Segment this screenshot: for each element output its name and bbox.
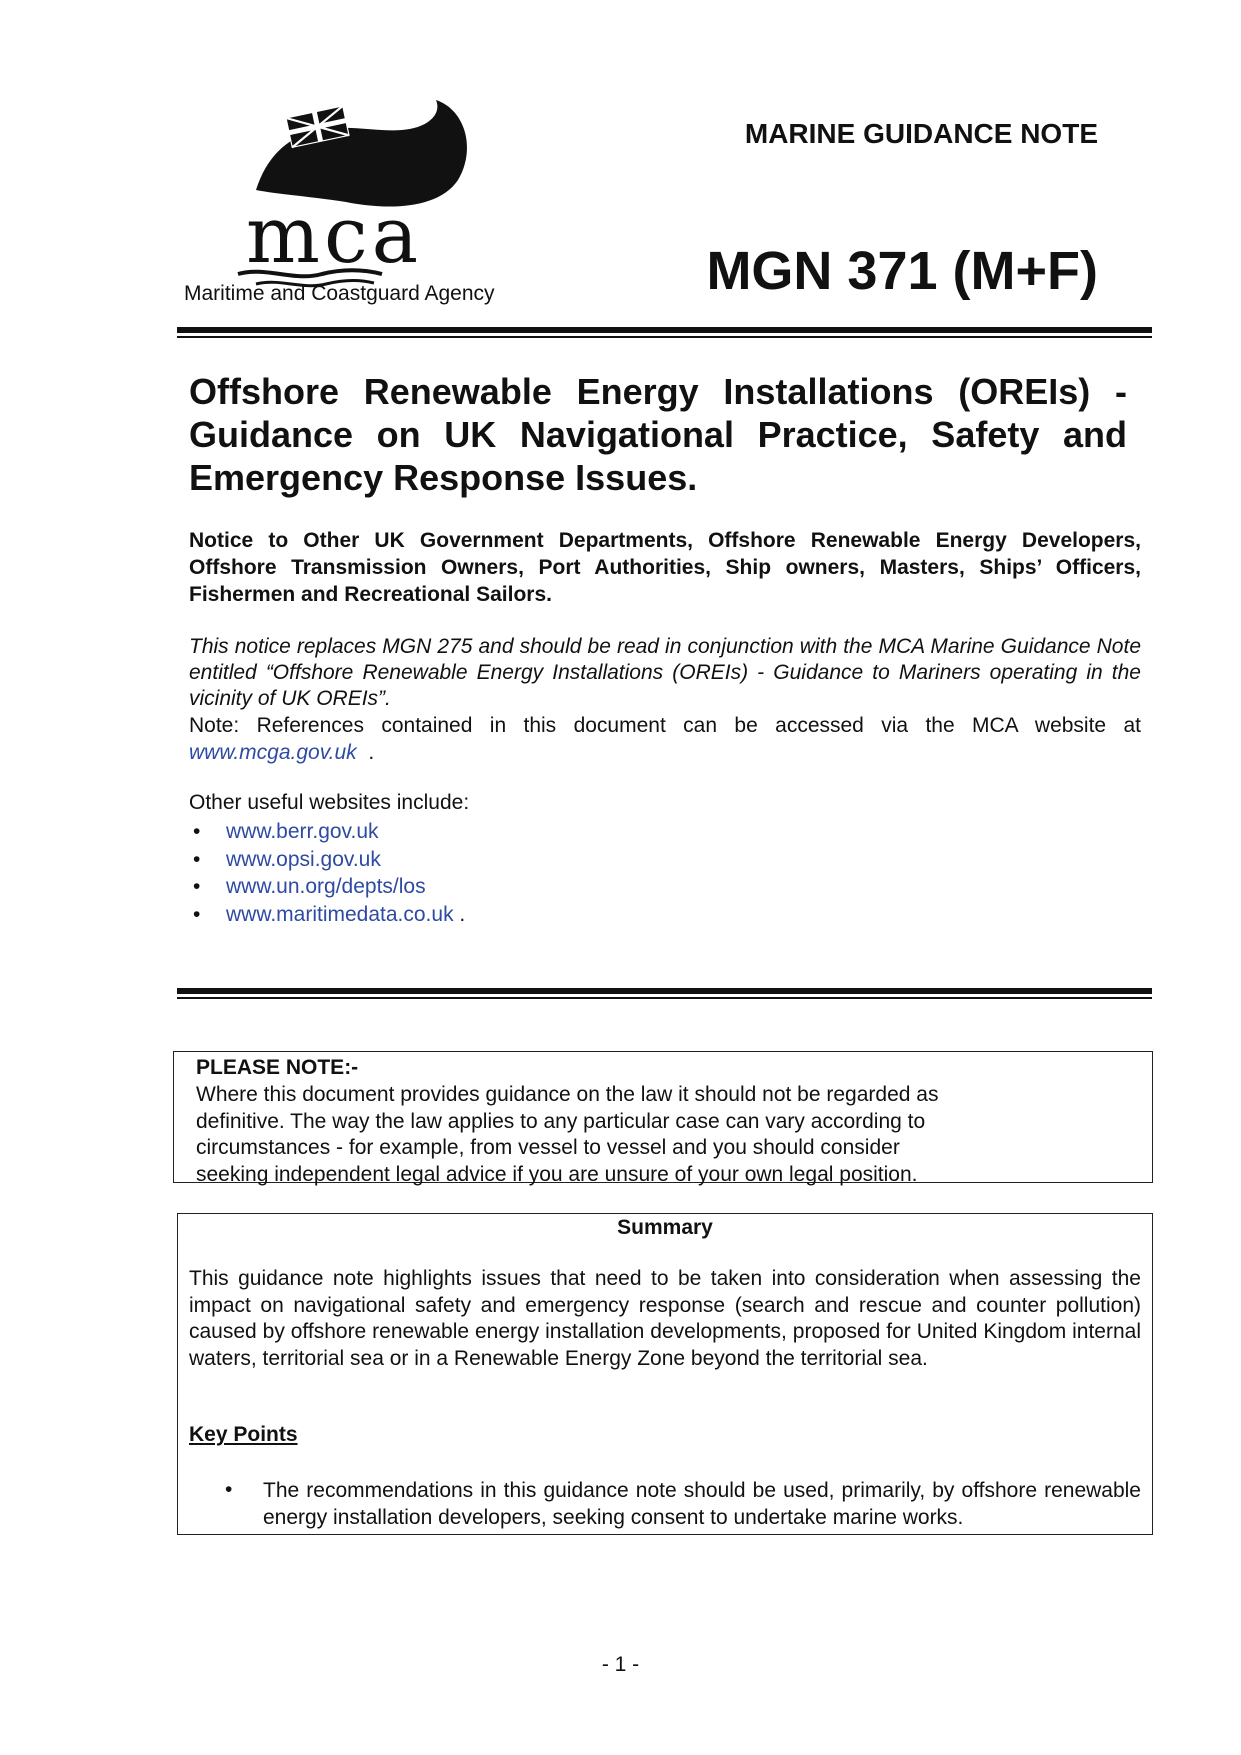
top-divider (177, 327, 1152, 338)
useful-sites-list (189, 818, 465, 928)
notice-audience: Notice to Other UK Government Departments, Offshore Renewable Energy Developers, Offshore Transmission Owners, Port Authorities, Ship owners, Masters, Ships’ Officers, Fishermen and Recreational Sailors. (189, 529, 1141, 606)
site-link[interactable]: www.berr.gov.uk (226, 820, 379, 843)
page-number: - 1 - (601, 1653, 640, 1676)
site-link[interactable]: www.un.org/depts/los (226, 875, 426, 898)
middle-divider (177, 988, 1152, 999)
references-text: Note: References contained in this document can be accessed via the MCA website at (189, 714, 1141, 737)
bullet-icon: • (193, 820, 201, 843)
bullet-icon: • (225, 1478, 233, 1501)
bullet-icon: • (193, 902, 201, 926)
document-type: MARINE GUIDANCE NOTE (744, 118, 1098, 149)
summary-body: This guidance note highlights issues that need to be taken into consideration when assessing the impact on navigational safety and emergency response (search and rescue and counter pollution) caused by offshore renewable energy installation developments, proposed for United Kingdom internal waters, territorial sea or in a Renewable Energy Zone beyond the territorial sea. (189, 1267, 1141, 1370)
site-link[interactable]: www.maritimedata.co.uk (226, 902, 454, 926)
mcga-link[interactable]: www.mcga.gov.uk (189, 741, 357, 764)
site-link[interactable]: www.opsi.gov.uk (226, 847, 381, 871)
document-number: MGN 371 (M+F) (706, 241, 1098, 301)
list-item (189, 901, 465, 929)
useful-sites-intro: Other useful websites include: (189, 791, 470, 814)
please-note-body (196, 1082, 1076, 1188)
document-title: Offshore Renewable Energy Installations (OREIs) - Guidance on UK Navigational Practice, Safety and Emergency Response Issues. (189, 371, 1127, 498)
replaces-note: This notice replaces MGN 275 and should be read in conjunction with the MCA Marine Guidance Note entitled “Offshore Renewable Energy Installations (OREIs) - Guidance to Mariners operating in the vicinity of UK OREIs”. (189, 635, 1141, 710)
please-note-line: seeking independent legal advice if you are unsure of your own legal position. (196, 1162, 918, 1186)
list-item (189, 873, 465, 901)
bullet-icon: • (193, 847, 201, 871)
references-note (189, 712, 1141, 766)
key-point-item: The recommendations in this guidance note should be used, primarily, by offshore renewable energy installation developers, seeking consent to undertake marine works. (263, 1479, 1141, 1529)
site-suffix: . (459, 902, 466, 926)
agency-name: Maritime and Coastguard Agency (184, 282, 495, 305)
please-note-line: circumstances - for example, from vessel to vessel and you should consider (196, 1136, 900, 1159)
references-suffix: . (368, 741, 375, 764)
list-item (189, 818, 465, 846)
key-points-heading: Key Points (189, 1423, 298, 1446)
please-note-heading: PLEASE NOTE:- (196, 1056, 359, 1079)
bullet-icon: • (193, 875, 201, 898)
summary-heading: Summary (617, 1216, 713, 1239)
list-item (189, 846, 465, 874)
logo-lettering: mca (246, 191, 423, 281)
please-note-line: Where this document provides guidance on the law it should not be regarded as (196, 1083, 939, 1106)
please-note-line: definitive. The way the law applies to any particular case can vary according to (196, 1109, 926, 1133)
please-note-box (173, 1051, 1153, 1186)
